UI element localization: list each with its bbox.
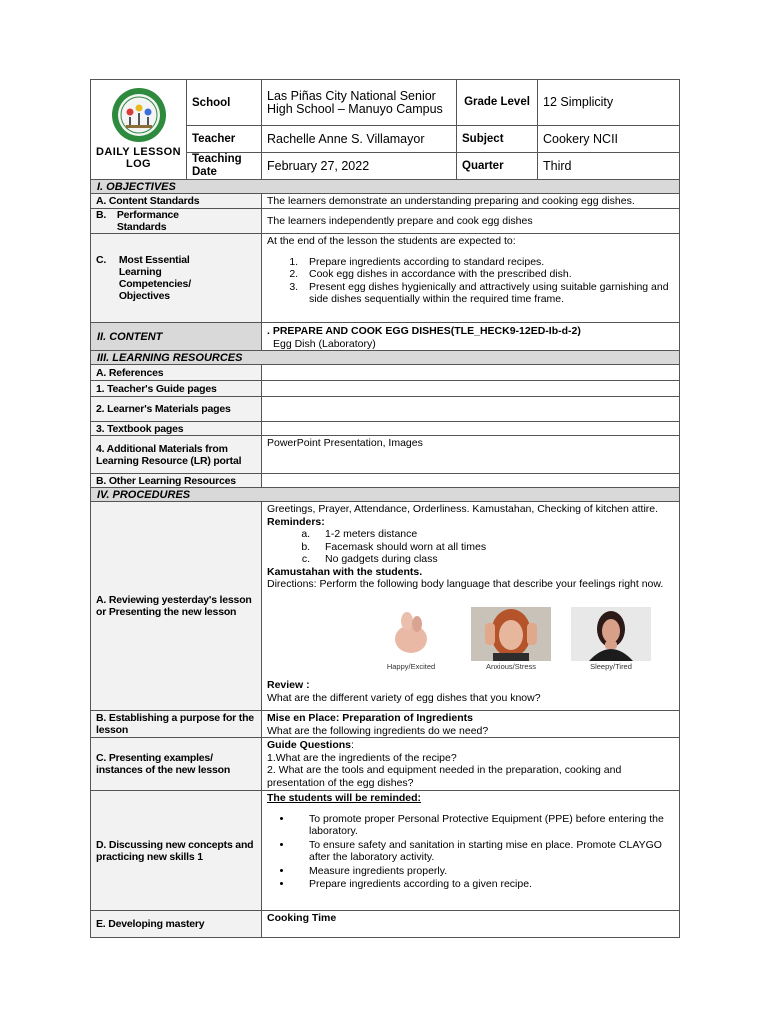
objective-item: 3. Present egg dishes hygienically and attractively using suitable garnishing and side dishes sequentially within the required time frame. xyxy=(301,281,674,306)
guide-question-2: 2. What are the tools and equipment needed in the preparation, cooking and presentation of the egg dishes? xyxy=(267,764,622,789)
references-label: A. References xyxy=(91,365,262,381)
grade-level-value: 12 Simplicity xyxy=(538,80,680,126)
textbook-value xyxy=(262,422,680,436)
procedure-e-value: Cooking Time xyxy=(262,911,680,938)
teacher-value: Rachelle Anne S. Villamayor xyxy=(262,126,457,153)
objectives-list xyxy=(267,256,674,306)
stressed-woman-image-icon xyxy=(471,607,551,661)
additional-materials-label: 4. Additional Materials from Learning Resource (LR) portal xyxy=(91,436,262,474)
procedure-e-label: E. Developing mastery xyxy=(91,911,262,938)
school-value: Las Piñas City National Senior High School – Manuyo Campus xyxy=(262,80,457,126)
school-seal-icon xyxy=(106,86,172,144)
content-topic: . PREPARE AND COOK EGG DISHES(TLE_HECK9-12ED-Ib-d-2) xyxy=(267,325,581,337)
procedure-b-value xyxy=(262,711,680,738)
textbook-label: 3. Textbook pages xyxy=(91,422,262,436)
guide-questions-title: Guide Questions xyxy=(267,739,352,751)
guide-questions-heading: Guide Questions: xyxy=(267,739,354,751)
competencies-number: C. xyxy=(96,254,107,266)
objectives-section-header: I. OBJECTIVES xyxy=(91,180,680,194)
lab-reminder-item: • Prepare ingredients according to a given recipe. xyxy=(293,878,674,891)
mise-en-place-question: What are the following ingredients do we need? xyxy=(267,724,489,737)
review-question: What are the different variety of egg dishes that you know? xyxy=(267,691,541,704)
performance-standards-number: B. xyxy=(96,209,107,221)
opening-activities: Greetings, Prayer, Attendance, Orderliness. Kamustahan, Checking of kitchen attire. xyxy=(267,503,659,515)
performance-standards-label xyxy=(91,209,262,234)
teacher-label: Teacher xyxy=(187,126,262,153)
references-value xyxy=(262,365,680,381)
feeling-picture-anxious xyxy=(471,607,551,674)
learning-resources-section-header: III. LEARNING RESOURCES xyxy=(91,351,680,365)
lab-reminder-item: • Measure ingredients properly. xyxy=(293,865,674,878)
document-title: DAILY LESSON LOG xyxy=(96,146,181,170)
content-value xyxy=(262,323,680,351)
grade-level-label: Grade Level xyxy=(457,80,538,126)
feeling-caption: Happy/Excited xyxy=(386,661,436,671)
quarter-label: Quarter xyxy=(457,153,538,180)
lab-reminders-list xyxy=(267,813,674,891)
feelings-pictures xyxy=(371,607,674,674)
daily-lesson-log-table xyxy=(90,79,680,938)
feeling-caption: Sleepy/Tired xyxy=(590,661,632,671)
other-resources-label: B. Other Learning Resources xyxy=(91,474,262,488)
subject-label: Subject xyxy=(457,126,538,153)
students-reminded-title: The students will be reminded: xyxy=(267,792,422,804)
lab-reminder-item: • To promote proper Personal Protective Equipment (PPE) before entering the laboratory. xyxy=(293,813,674,838)
directions-text: Directions: Perform the following body language that describe your feelings right now. xyxy=(267,578,664,590)
content-subtopic: Egg Dish (Laboratory) xyxy=(273,337,376,350)
performance-standards-text: Performance Standards xyxy=(116,209,179,233)
lab-reminder-item: • To ensure safety and sanitation in starting mise en place. Promote CLAYGO after the laboratory activity. xyxy=(293,839,674,864)
competencies-intro: At the end of the lesson the students are expected to: xyxy=(267,235,516,247)
objective-item: 1. Prepare ingredients according to standard recipes. xyxy=(301,256,674,269)
procedures-section-header: IV. PROCEDURES xyxy=(91,488,680,502)
procedure-c-value xyxy=(262,738,680,791)
reminder-item: c. No gadgets during class xyxy=(313,553,674,566)
kamustahan-title: Kamustahan with the students. xyxy=(267,565,423,578)
competencies-value xyxy=(262,234,680,323)
quarter-value: Third xyxy=(538,153,680,180)
teaching-date-label: Teaching Date xyxy=(187,153,262,180)
procedure-a-label: A. Reviewing yesterday's lesson or Presenting the new lesson xyxy=(91,502,262,711)
content-section-header: II. CONTENT xyxy=(91,323,262,351)
reminders-list xyxy=(267,528,674,566)
reminders-title: Reminders: xyxy=(267,515,325,528)
mise-en-place-title: Mise en Place: Preparation of Ingredients xyxy=(267,712,473,724)
guide-question-1: 1.What are the ingredients of the recipe? xyxy=(267,751,457,764)
reminder-item: a. 1-2 meters distance xyxy=(313,528,674,541)
learners-materials-label: 2. Learner's Materials pages xyxy=(91,397,262,422)
finger-heart-image-icon xyxy=(371,607,451,661)
content-standards-label: A. Content Standards xyxy=(91,194,262,209)
procedure-d-label: D. Discussing new concepts and practicing new skills 1 xyxy=(91,791,262,911)
feeling-picture-sleepy xyxy=(571,607,651,674)
teachers-guide-value xyxy=(262,381,680,397)
procedure-b-label: B. Establishing a purpose for the lesson xyxy=(91,711,262,738)
procedure-d-value xyxy=(262,791,680,911)
other-resources-value xyxy=(262,474,680,488)
review-title: Review : xyxy=(267,679,310,691)
feeling-caption: Anxious/Stress xyxy=(485,661,537,671)
reminder-item: b. Facemask should worn at all times xyxy=(313,541,674,554)
school-label: School xyxy=(187,80,262,126)
tired-woman-image-icon xyxy=(571,607,651,661)
objective-item: 2. Cook egg dishes in accordance with the prescribed dish. xyxy=(301,268,674,281)
content-standards-value: The learners demonstrate an understanding preparing and cooking egg dishes. xyxy=(262,194,680,209)
learners-materials-value xyxy=(262,397,680,422)
procedure-c-label: C. Presenting examples/ instances of the new lesson xyxy=(91,738,262,791)
performance-standards-value: The learners independently prepare and cook egg dishes xyxy=(262,209,680,234)
teaching-date-value: February 27, 2022 xyxy=(262,153,457,180)
school-logo-cell xyxy=(91,80,187,180)
additional-materials-value: PowerPoint Presentation, Images xyxy=(262,436,680,474)
feeling-picture-happy xyxy=(371,607,451,674)
teachers-guide-label: 1. Teacher's Guide pages xyxy=(91,381,262,397)
procedure-a-value xyxy=(262,502,680,711)
subject-value: Cookery NCII xyxy=(538,126,680,153)
competencies-text: Most Essential Learning Competencies/ Objectives xyxy=(118,254,191,302)
competencies-label xyxy=(91,234,262,323)
